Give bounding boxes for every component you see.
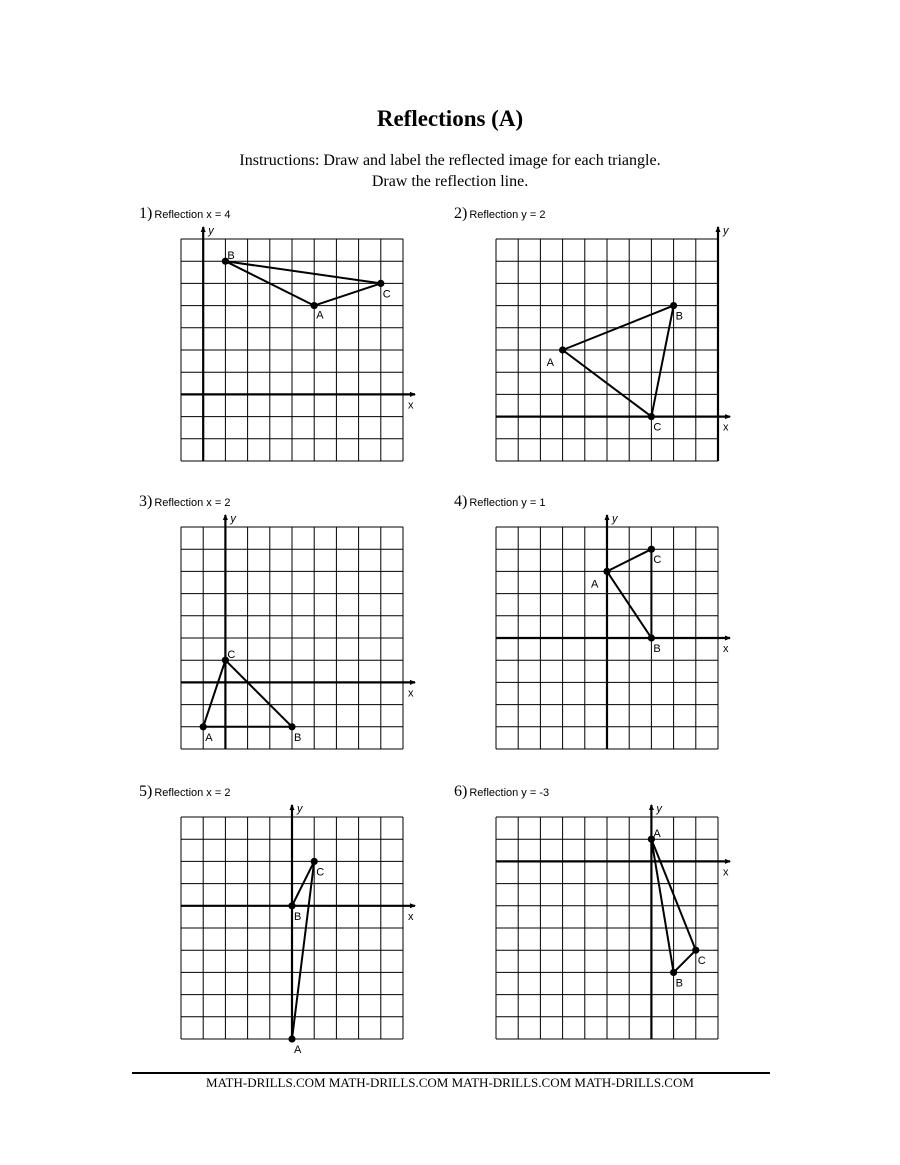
vertex-a-label: A (294, 1044, 302, 1056)
instructions-line-2: Draw the reflection line. (371, 173, 529, 190)
coordinate-grid-1 (160, 213, 430, 493)
x-axis-arrow (410, 903, 416, 908)
y-axis-label: y (208, 225, 214, 237)
vertex-c-label: C (227, 649, 236, 662)
problem-number: 3) (139, 493, 153, 510)
vertex-c-point (648, 546, 655, 553)
x-axis-arrow (410, 680, 416, 685)
y-axis-arrow (290, 804, 295, 810)
vertex-c-point (648, 413, 655, 420)
y-axis-arrow (223, 514, 228, 520)
instructions (0, 150, 900, 192)
x-axis-label: x (723, 421, 729, 434)
y-axis-label: y (612, 513, 618, 525)
problem-5 (139, 783, 430, 1071)
coordinate-grid-5 (160, 791, 430, 1071)
vertex-c-point (692, 947, 699, 954)
problem-3 (139, 493, 430, 781)
vertex-a-label: A (316, 309, 324, 322)
problem-1 (139, 205, 430, 493)
problem-number: 5) (139, 783, 153, 800)
footer-divider (132, 1072, 770, 1074)
vertex-b-label: B (653, 643, 661, 655)
vertex-b-label: B (294, 910, 302, 923)
problem-instruction: Reflection y = -3 (469, 787, 550, 799)
vertex-a-point (559, 346, 566, 353)
vertex-b-point (648, 634, 655, 641)
vertex-c-label: C (653, 554, 662, 567)
problem-number: 2) (454, 205, 468, 222)
vertex-b-point (670, 302, 677, 309)
y-axis-label: y (230, 513, 236, 525)
footer-watermark: MATH-DRILLS.COM MATH-DRILLS.COM MATH-DRILLS.COM MATH-DRILLS.COM (206, 1075, 694, 1090)
y-axis-arrow (649, 804, 654, 810)
y-axis-arrow (605, 514, 610, 520)
vertex-b-point (288, 723, 295, 730)
x-axis-label: x (408, 687, 414, 700)
problem-6 (454, 783, 745, 1071)
x-axis-arrow (725, 414, 731, 419)
y-axis-label: y (297, 803, 303, 815)
x-axis-label: x (723, 866, 729, 879)
problem-instruction: Reflection y = 1 (469, 497, 546, 509)
x-axis-arrow (725, 636, 731, 641)
vertex-a-point (311, 302, 318, 309)
vertex-b-label: B (675, 977, 683, 990)
x-axis-label: x (408, 399, 414, 412)
coordinate-grid-2 (475, 213, 745, 493)
vertex-c-label: C (382, 288, 391, 301)
vertex-b-label: B (227, 250, 235, 263)
instructions-line-1: Instructions: Draw and label the reflected image for each triangle. (239, 152, 661, 169)
problem-instruction: Reflection x = 2 (154, 787, 231, 799)
problem-instruction: Reflection x = 4 (154, 209, 231, 221)
vertex-b-label: B (675, 310, 683, 323)
vertex-b-point (288, 902, 295, 909)
page-title: Reflections (A) (376, 106, 524, 131)
x-axis-label: x (408, 910, 414, 923)
coordinate-grid-3 (160, 501, 430, 781)
vertex-a-label: A (591, 578, 599, 591)
y-axis-arrow (716, 226, 721, 232)
triangle (563, 306, 674, 417)
problem-number: 1) (139, 205, 153, 222)
vertex-c-point (311, 858, 318, 865)
vertex-a-label: A (546, 357, 554, 369)
vertex-c-label: C (316, 866, 325, 879)
x-axis-arrow (410, 392, 416, 397)
vertex-c-label: C (697, 955, 706, 968)
vertex-a-label: A (653, 828, 661, 841)
vertex-b-point (670, 969, 677, 976)
coordinate-grid-6 (475, 791, 745, 1071)
problem-instruction: Reflection x = 2 (154, 497, 231, 509)
y-axis-arrow (201, 226, 206, 232)
vertex-c-label: C (653, 421, 662, 434)
vertex-c-point (377, 280, 384, 287)
y-axis-label: y (723, 225, 729, 237)
y-axis-label: y (656, 803, 662, 815)
coordinate-grid-4 (475, 501, 745, 781)
x-axis-label: x (723, 643, 729, 655)
problem-4 (454, 493, 745, 781)
problem-number: 6) (454, 783, 468, 800)
problem-number: 4) (454, 493, 468, 510)
x-axis-arrow (725, 859, 731, 864)
vertex-b-label: B (294, 731, 302, 744)
vertex-a-point (200, 723, 207, 730)
problem-instruction: Reflection y = 2 (469, 209, 546, 221)
problem-2 (454, 205, 745, 493)
vertex-a-point (288, 1035, 295, 1042)
vertex-a-label: A (205, 731, 213, 744)
vertex-a-point (603, 568, 610, 575)
